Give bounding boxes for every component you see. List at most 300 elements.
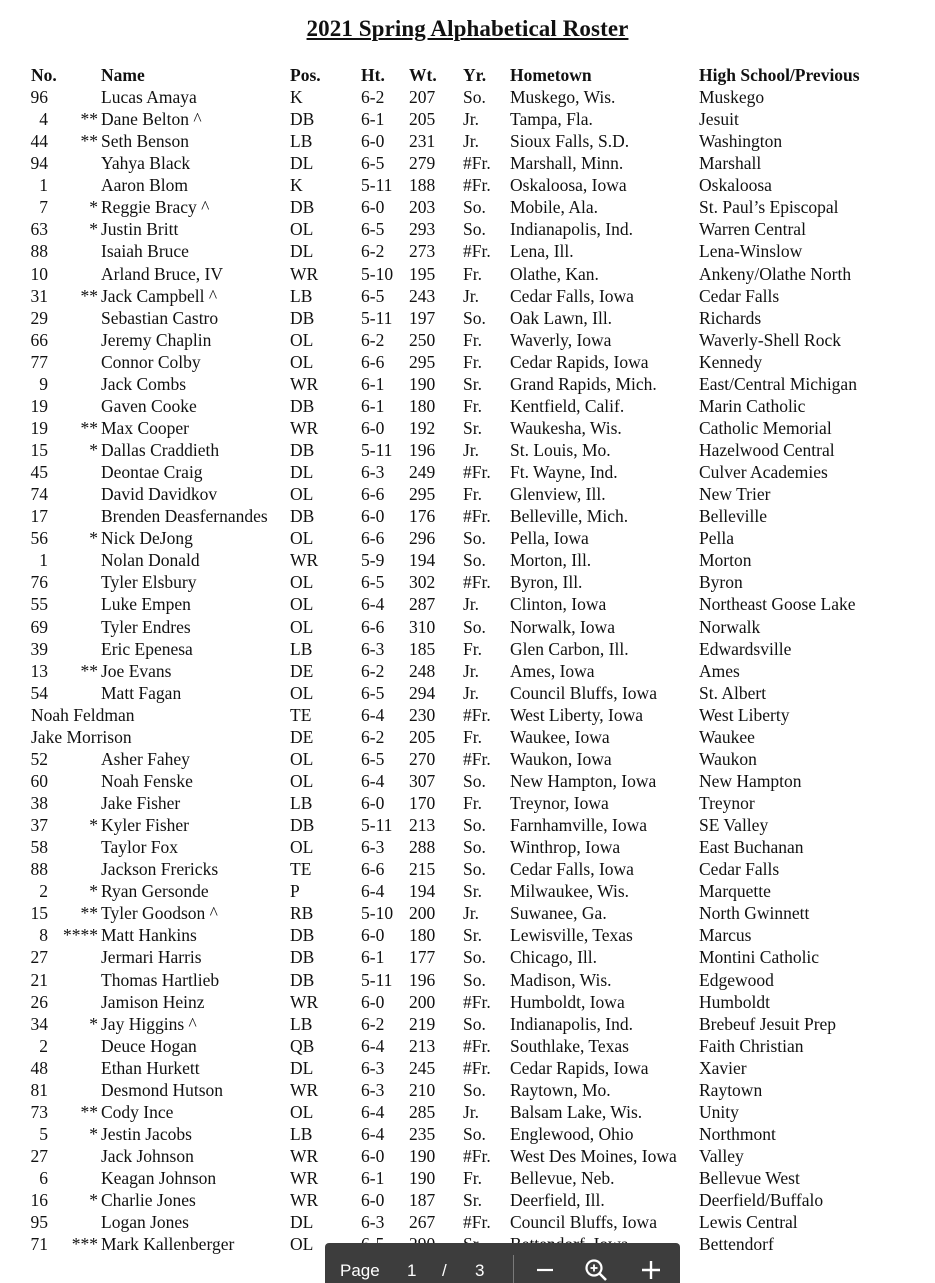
player-high-school: Belleville (699, 506, 768, 527)
player-year: So. (463, 815, 486, 836)
page-title: 2021 Spring Alphabetical Roster (306, 16, 629, 41)
player-name: Nick DeJong (101, 528, 193, 549)
player-position: DB (290, 197, 315, 218)
player-weight: 187 (409, 1190, 436, 1211)
player-weight: 296 (409, 528, 436, 549)
player-height: 6-2 (361, 726, 385, 747)
player-number: 37 (30, 815, 48, 836)
player-height: 6-3 (361, 638, 385, 659)
player-name: Isaiah Bruce (101, 241, 189, 262)
player-height: 6-3 (361, 1079, 385, 1100)
player-high-school: Marquette (699, 881, 771, 902)
player-high-school: Deerfield/Buffalo (699, 1190, 824, 1211)
player-position: DE (290, 660, 314, 681)
player-position: WR (290, 1079, 319, 1100)
player-number: 13 (30, 660, 48, 681)
player-position: OL (290, 770, 314, 791)
player-hometown: Bellevue, Neb. (510, 1168, 615, 1189)
player-high-school: Raytown (699, 1079, 763, 1100)
player-name: Tyler Goodson ^ (101, 903, 218, 924)
player-name: Deuce Hogan (101, 1035, 197, 1056)
player-weight: 197 (409, 307, 436, 328)
player-height: 6-3 (361, 462, 385, 483)
player-position: WR (290, 1168, 319, 1189)
player-hometown: Southlake, Texas (510, 1035, 629, 1056)
player-hometown: Indianapolis, Ind. (510, 219, 633, 240)
player-height: 6-2 (361, 1013, 385, 1034)
player-name: Jestin Jacobs (101, 1123, 192, 1144)
player-height: 6-5 (361, 285, 385, 306)
player-high-school: Culver Academies (699, 462, 828, 483)
player-hometown: Tampa, Fla. (510, 109, 593, 130)
player-hometown: New Hampton, Iowa (510, 770, 657, 791)
player-weight: 200 (409, 991, 436, 1012)
table-row (0, 108, 935, 130)
player-position: DL (290, 1212, 314, 1233)
player-name: Nolan Donald (101, 550, 200, 571)
player-position: LB (290, 638, 313, 659)
player-letter-mark: * (89, 219, 98, 240)
table-row (0, 152, 935, 174)
player-high-school: Washington (699, 131, 783, 152)
player-year: Sr. (463, 417, 482, 438)
player-position: OL (290, 1101, 314, 1122)
player-year: So. (463, 528, 486, 549)
player-weight: 180 (409, 395, 436, 416)
player-weight: 307 (409, 770, 436, 791)
player-name: Taylor Fox (101, 837, 179, 858)
player-height: 6-0 (361, 1190, 385, 1211)
player-weight: 248 (409, 660, 436, 681)
player-height: 6-1 (361, 395, 385, 416)
player-number: 19 (30, 417, 48, 438)
player-hometown: Oak Lawn, Ill. (510, 307, 613, 328)
table-row (0, 240, 935, 262)
player-position: P (290, 881, 300, 902)
player-weight: 235 (409, 1123, 436, 1144)
player-number: 44 (30, 131, 48, 152)
player-high-school: East/Central Michigan (699, 373, 857, 394)
player-position: K (290, 87, 303, 107)
player-year: #Fr. (463, 704, 491, 725)
player-high-school: St. Paul’s Episcopal (699, 197, 839, 218)
player-height: 6-2 (361, 660, 385, 681)
player-letter-mark: ** (80, 1101, 98, 1122)
player-position: DL (290, 462, 314, 483)
player-high-school: Humboldt (699, 991, 770, 1012)
player-position: OL (290, 351, 314, 372)
player-position: LB (290, 131, 313, 152)
player-number: 58 (30, 837, 48, 858)
player-year: Jr. (463, 682, 480, 703)
table-row (0, 946, 935, 968)
player-weight: 270 (409, 748, 436, 769)
player-name: Connor Colby (101, 351, 201, 372)
player-high-school: Jesuit (699, 109, 739, 130)
player-high-school: Marin Catholic (699, 395, 806, 416)
player-year: #Fr. (463, 1146, 491, 1166)
player-height: 6-0 (361, 131, 385, 152)
player-position: DL (290, 1057, 314, 1078)
player-number: 8 (39, 925, 48, 946)
header-pos: Pos. (290, 65, 321, 85)
player-year: Jr. (463, 594, 480, 615)
player-height: 6-0 (361, 1146, 385, 1166)
player-year: Fr. (463, 793, 482, 813)
table-row (0, 969, 935, 991)
table-row (0, 307, 935, 329)
player-hometown: Humboldt, Iowa (510, 991, 625, 1012)
table-row (0, 902, 935, 924)
table-row (0, 285, 935, 307)
table-row (0, 924, 935, 946)
player-position: DB (290, 947, 315, 968)
table-row (0, 858, 935, 880)
player-high-school: Byron (699, 572, 743, 593)
table-row (0, 1189, 935, 1211)
player-height: 6-4 (361, 1035, 385, 1056)
player-height: 5-11 (361, 815, 393, 836)
player-hometown: Lewisville, Texas (510, 925, 633, 946)
player-height: 6-1 (361, 947, 385, 968)
player-position: WR (290, 1146, 319, 1166)
player-high-school: Lena-Winslow (699, 241, 803, 262)
player-weight: 196 (409, 440, 436, 460)
player-number: 31 (30, 285, 48, 306)
current-page-input[interactable]: 1 (407, 1261, 417, 1280)
player-height: 6-6 (361, 859, 385, 880)
player-name: Jack Campbell ^ (101, 285, 218, 306)
player-weight: 176 (409, 506, 436, 527)
header-hometown: Hometown (510, 65, 592, 85)
player-number: 77 (30, 351, 48, 372)
table-row (0, 836, 935, 858)
player-year: #Fr. (463, 991, 491, 1012)
player-year: #Fr. (463, 1035, 491, 1056)
player-hometown: Glen Carbon, Ill. (510, 638, 629, 659)
player-position: OL (290, 329, 314, 350)
player-year: Fr. (463, 263, 482, 284)
player-weight: 194 (409, 550, 436, 571)
player-number: 4 (39, 109, 48, 130)
magnifier-plus-icon[interactable] (583, 1257, 609, 1283)
player-year: Fr. (463, 1168, 482, 1189)
player-year: Fr. (463, 395, 482, 416)
player-number: 19 (30, 395, 48, 416)
player-position: DL (290, 241, 314, 262)
player-number: 73 (30, 1101, 48, 1122)
player-year: Jr. (463, 660, 480, 681)
player-position: DL (290, 153, 314, 174)
player-name: Jermari Harris (101, 947, 202, 968)
player-letter-mark: ** (80, 285, 98, 306)
player-name: Dallas Craddieth (101, 440, 220, 460)
table-row (0, 527, 935, 549)
player-weight: 250 (409, 329, 436, 350)
player-height: 6-2 (361, 329, 385, 350)
player-weight: 285 (409, 1101, 436, 1122)
player-height: 6-0 (361, 925, 385, 946)
table-row (0, 1079, 935, 1101)
player-height: 6-6 (361, 351, 385, 372)
player-hometown: Olathe, Kan. (510, 263, 599, 284)
player-position: DB (290, 109, 315, 130)
player-weight: 180 (409, 925, 436, 946)
player-year: Fr. (463, 351, 482, 372)
player-position: WR (290, 263, 319, 284)
player-year: Jr. (463, 903, 480, 924)
player-high-school: Faith Christian (699, 1035, 804, 1056)
player-year: #Fr. (463, 153, 491, 174)
table-row (0, 483, 935, 505)
player-letter-mark: ** (80, 131, 98, 152)
player-name: Joe Evans (101, 660, 172, 681)
player-hometown: Madison, Wis. (510, 969, 612, 990)
player-high-school: Muskego (699, 87, 765, 107)
player-weight: 188 (409, 175, 436, 196)
player-letter-mark: ** (80, 903, 98, 924)
player-weight: 207 (409, 87, 436, 107)
player-number: 71 (30, 1234, 48, 1255)
player-name: Deontae Craig (101, 462, 203, 483)
player-name: Tyler Elsbury (101, 572, 197, 593)
total-pages: 3 (475, 1261, 485, 1280)
player-name: Aaron Blom (101, 175, 189, 196)
player-number: 9 (39, 373, 48, 394)
player-name: Desmond Hutson (101, 1079, 224, 1100)
player-hometown: Mobile, Ala. (510, 197, 598, 218)
player-high-school: Unity (699, 1101, 739, 1122)
player-number: 7 (39, 197, 48, 218)
player-weight: 203 (409, 197, 436, 218)
player-number: 76 (30, 572, 48, 593)
player-year: Sr. (463, 1190, 482, 1211)
table-row (0, 1057, 935, 1079)
player-hometown: Indianapolis, Ind. (510, 1013, 633, 1034)
player-name: Cody Ince (101, 1101, 174, 1122)
table-row (0, 263, 935, 285)
player-position: DB (290, 440, 315, 460)
player-high-school: Morton (699, 550, 752, 571)
player-name: Jack Johnson (101, 1146, 194, 1166)
player-year: So. (463, 1079, 486, 1100)
player-name: Gaven Cooke (101, 395, 197, 416)
player-height: 6-0 (361, 417, 385, 438)
player-weight: 249 (409, 462, 436, 483)
player-weight: 213 (409, 1035, 436, 1056)
player-height: 6-1 (361, 373, 385, 394)
player-high-school: Edwardsville (699, 638, 792, 659)
player-number: 5 (39, 1123, 48, 1144)
player-number: 39 (30, 638, 48, 659)
player-number: 27 (30, 1146, 48, 1166)
player-year: So. (463, 947, 486, 968)
player-position: OL (290, 484, 314, 505)
player-high-school: Edgewood (699, 969, 774, 990)
player-weight: 190 (409, 1168, 436, 1189)
player-high-school: Marcus (699, 925, 752, 946)
player-hometown: Waukon, Iowa (510, 748, 612, 769)
player-high-school: Waukee (699, 726, 755, 747)
player-year: #Fr. (463, 175, 491, 196)
player-high-school: Ankeny/Olathe North (699, 263, 852, 284)
player-name: Justin Britt (101, 219, 179, 240)
player-height: 6-0 (361, 197, 385, 218)
player-year: So. (463, 1013, 486, 1034)
page-separator: / (442, 1261, 447, 1280)
player-position: WR (290, 550, 319, 571)
player-year: Jr. (463, 109, 480, 130)
player-high-school: Northmont (699, 1123, 776, 1144)
player-number: 15 (30, 440, 48, 460)
player-hometown: Grand Rapids, Mich. (510, 373, 657, 394)
player-year: Fr. (463, 329, 482, 350)
player-hometown: Cedar Rapids, Iowa (510, 1057, 649, 1078)
player-hometown: Suwanee, Ga. (510, 903, 607, 924)
player-name: Matt Hankins (101, 925, 197, 946)
roster-rows (0, 86, 935, 1255)
player-high-school: Pella (699, 528, 734, 549)
player-hometown: Muskego, Wis. (510, 87, 616, 107)
player-position: OL (290, 594, 314, 615)
player-letter-mark: *** (71, 1234, 98, 1255)
player-high-school: Kennedy (699, 351, 763, 372)
player-hometown: Treynor, Iowa (510, 793, 609, 813)
player-name: Lucas Amaya (101, 87, 197, 107)
plus-icon[interactable] (638, 1257, 664, 1283)
player-name: Jay Higgins ^ (101, 1013, 197, 1034)
table-row (0, 439, 935, 461)
player-weight: 243 (409, 285, 436, 306)
player-year: Jr. (463, 1101, 480, 1122)
player-name: Jake Fisher (101, 793, 181, 813)
player-weight: 230 (409, 704, 436, 725)
player-weight: 267 (409, 1212, 436, 1233)
table-row (0, 1013, 935, 1035)
player-high-school: St. Albert (699, 682, 767, 703)
player-hometown: Cedar Falls, Iowa (510, 285, 634, 306)
player-hometown: Marshall, Minn. (510, 153, 624, 174)
player-high-school: Norwalk (699, 616, 761, 637)
player-weight: 295 (409, 351, 436, 372)
player-hometown: West Des Moines, Iowa (510, 1146, 677, 1166)
header-name: Name (101, 65, 145, 85)
player-position: TE (290, 704, 312, 725)
player-weight: 205 (409, 109, 436, 130)
player-name: Jeremy Chaplin (101, 329, 212, 350)
player-hometown: Raytown, Mo. (510, 1079, 611, 1100)
player-hometown: Balsam Lake, Wis. (510, 1101, 643, 1122)
player-weight: 194 (409, 881, 436, 902)
player-hometown: Deerfield, Ill. (510, 1190, 605, 1211)
player-height: 6-4 (361, 704, 385, 725)
player-height: 5-9 (361, 550, 385, 571)
player-height: 6-5 (361, 682, 385, 703)
player-hometown: Ft. Wayne, Ind. (510, 462, 618, 483)
player-height: 6-1 (361, 109, 385, 130)
player-name: Brenden Deasfernandes (101, 506, 268, 527)
player-year: So. (463, 197, 486, 218)
roster-header-row (0, 64, 935, 86)
player-high-school: Ames (699, 660, 740, 681)
player-number: 55 (30, 594, 48, 615)
player-position: DB (290, 925, 315, 946)
player-height: 6-1 (361, 1168, 385, 1189)
player-year: #Fr. (463, 572, 491, 593)
player-number: 1 (39, 175, 48, 196)
player-year: #Fr. (463, 462, 491, 483)
player-high-school: Hazelwood Central (699, 440, 835, 460)
player-number: 52 (30, 748, 48, 769)
player-hometown: Clinton, Iowa (510, 594, 607, 615)
player-position: OL (290, 219, 314, 240)
player-letter-mark: * (89, 1190, 98, 1211)
player-high-school: Cedar Falls (699, 285, 780, 306)
player-hometown: Council Bluffs, Iowa (510, 682, 657, 703)
player-name: Tyler Endres (101, 616, 191, 637)
player-weight: 310 (409, 616, 436, 637)
player-year: Jr. (463, 285, 480, 306)
table-row (0, 638, 935, 660)
table-row (0, 1167, 935, 1189)
player-number: 88 (30, 859, 48, 880)
player-hometown: West Liberty, Iowa (510, 704, 644, 725)
player-hometown: Kentfield, Calif. (510, 395, 625, 416)
player-year: Sr. (463, 881, 482, 902)
player-number: 69 (30, 616, 48, 637)
player-position: DB (290, 815, 315, 836)
player-letter-mark: ** (80, 660, 98, 681)
player-weight: 177 (409, 947, 436, 968)
player-height: 6-4 (361, 594, 385, 615)
player-high-school: Warren Central (699, 219, 806, 240)
player-height: 6-5 (361, 153, 385, 174)
player-letter-mark: * (89, 1123, 98, 1144)
player-number: 1 (39, 550, 48, 571)
player-height: 6-2 (361, 241, 385, 262)
player-number: 45 (30, 462, 48, 483)
player-letter-mark: ** (80, 109, 98, 130)
player-hometown: St. Louis, Mo. (510, 440, 611, 460)
player-weight: 231 (409, 131, 436, 152)
player-number: 2 (39, 1035, 48, 1056)
player-high-school: Catholic Memorial (699, 417, 832, 438)
table-row (0, 196, 935, 218)
player-weight: 195 (409, 263, 436, 284)
player-weight: 196 (409, 969, 436, 990)
player-height: 6-3 (361, 1057, 385, 1078)
player-position: OL (290, 1234, 314, 1255)
player-weight: 245 (409, 1057, 436, 1078)
player-name: Logan Jones (101, 1212, 189, 1233)
minus-icon[interactable] (532, 1257, 558, 1283)
player-position: OL (290, 616, 314, 637)
player-number: 56 (30, 528, 48, 549)
player-position: WR (290, 1190, 319, 1211)
player-high-school: Lewis Central (699, 1212, 798, 1233)
player-year: So. (463, 616, 486, 637)
table-row (0, 682, 935, 704)
player-position: LB (290, 285, 313, 306)
table-row (0, 748, 935, 770)
player-name: Keagan Johnson (101, 1168, 217, 1189)
player-height: 6-3 (361, 837, 385, 858)
player-hometown: Cedar Falls, Iowa (510, 859, 634, 880)
player-height: 5-11 (361, 440, 393, 460)
player-number: 95 (30, 1212, 48, 1233)
player-weight: 185 (409, 638, 436, 659)
player-height: 6-2 (361, 87, 385, 107)
